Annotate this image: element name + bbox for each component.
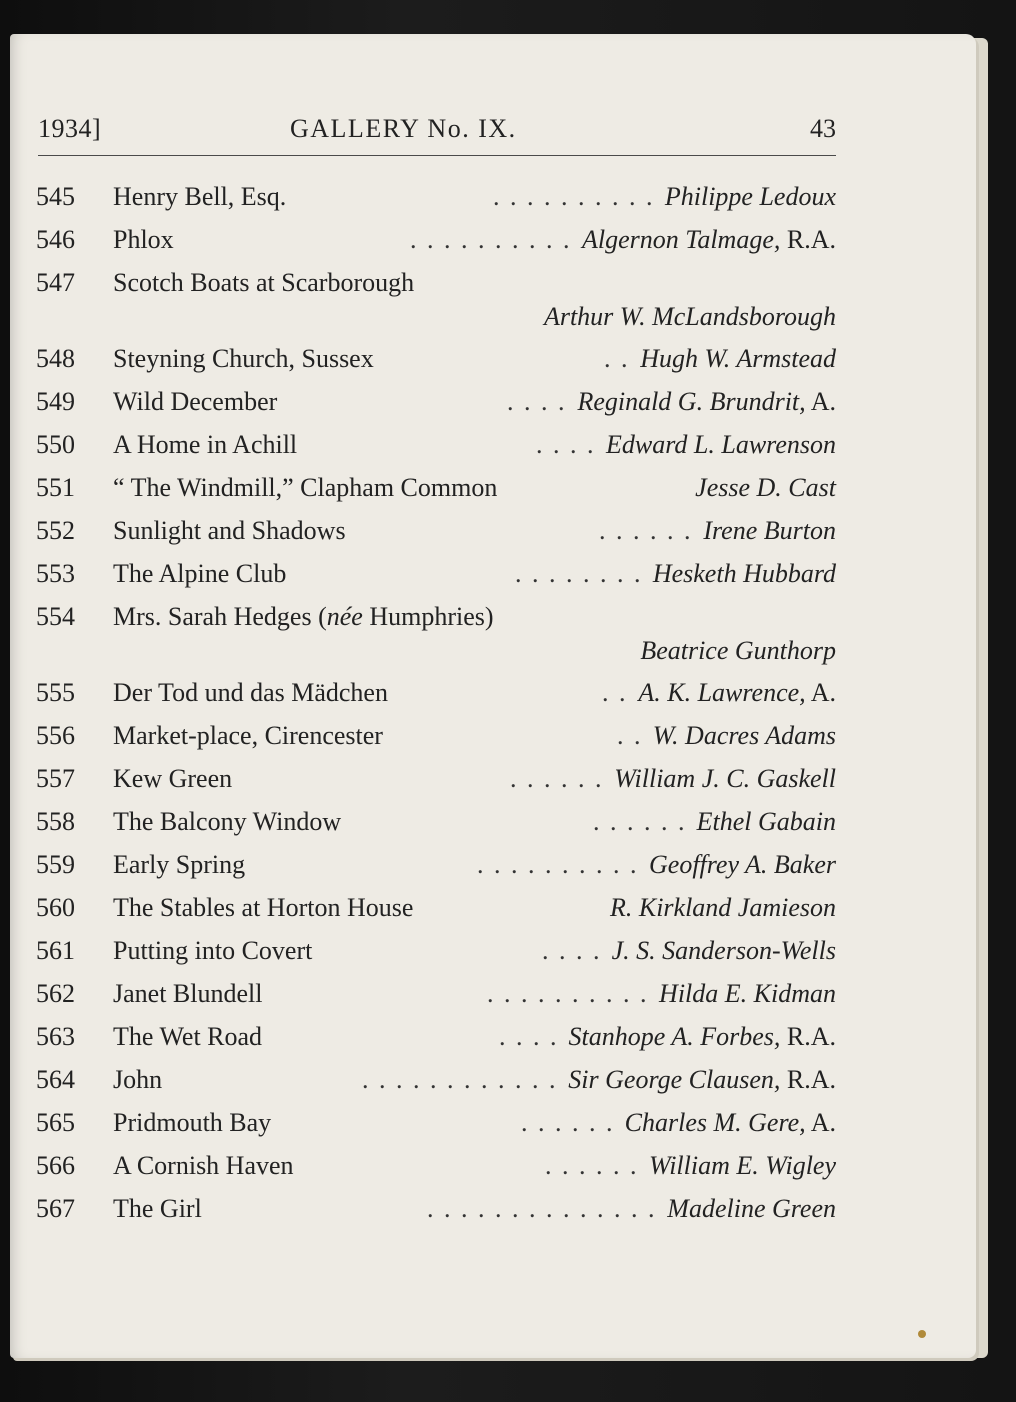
leader-dots: . . . . . . . . . . xyxy=(410,225,572,254)
entry-artist xyxy=(649,1151,836,1181)
entry-row xyxy=(36,1065,836,1108)
leader-dots: . . . . . . . . . . . . . . xyxy=(427,1194,657,1223)
leader-dots: . . . . . . . . . . xyxy=(487,979,649,1008)
entry-title: Pridmouth Bay xyxy=(113,1108,272,1137)
header-rule xyxy=(38,155,836,156)
artist-suffix: R.A. xyxy=(780,225,836,254)
entry-title: Janet Blundell xyxy=(113,979,263,1008)
entry-title: Der Tod und das Mädchen xyxy=(113,678,388,707)
artist-name: Charles M. Gere, xyxy=(624,1108,806,1137)
entry-title: Wild December xyxy=(113,387,278,416)
entry-artist xyxy=(667,1194,836,1224)
entry-artist xyxy=(640,636,836,666)
entry-number: 548 xyxy=(36,344,75,373)
entry-title: Henry Bell, Esq. xyxy=(113,182,287,211)
artist-name: Hugh W. Armstead xyxy=(640,344,836,373)
artist-suffix: A. xyxy=(805,387,836,416)
artist-name: Stanhope A. Forbes, xyxy=(568,1022,781,1051)
entry-number: 553 xyxy=(36,559,75,588)
page-number: 43 xyxy=(810,114,836,143)
leader-dots: . . . . . . xyxy=(599,516,693,545)
artist-name: Edward L. Lawrenson xyxy=(606,430,836,459)
artist-suffix: A. xyxy=(805,678,836,707)
entry-row xyxy=(36,936,836,979)
artist-name: Irene Burton xyxy=(703,516,836,545)
entry-number: 552 xyxy=(36,516,75,545)
entry-row xyxy=(36,807,836,850)
leader-dots: . . . . xyxy=(507,387,567,416)
artist-name: William J. C. Gaskell xyxy=(614,764,836,793)
entry-artist xyxy=(569,1022,836,1052)
entry-row xyxy=(36,979,836,1022)
entry-number: 565 xyxy=(36,1108,75,1137)
artist-name: J. S. Sanderson-Wells xyxy=(611,936,836,965)
entry-number: 546 xyxy=(36,225,75,254)
entry-number: 549 xyxy=(36,387,75,416)
entry-title: The Girl xyxy=(113,1194,202,1223)
leader-dots: . . . . . . . . . . . . xyxy=(362,1065,558,1094)
entry-artist xyxy=(625,1108,836,1138)
artist-name: Hesketh Hubbard xyxy=(652,559,836,588)
artist-name: Madeline Green xyxy=(667,1194,836,1223)
entry-title: The Stables at Horton House xyxy=(113,893,414,922)
entry-number: 550 xyxy=(36,430,75,459)
entry-row xyxy=(36,344,836,387)
entry-number: 556 xyxy=(36,721,75,750)
entry-number: 561 xyxy=(36,936,75,965)
artist-name: Geoffrey A. Baker xyxy=(649,850,836,879)
entry-row xyxy=(36,473,836,516)
entry-row xyxy=(36,678,836,721)
entry-number: 551 xyxy=(36,473,75,502)
entry-title: John xyxy=(113,1065,163,1094)
entry-row xyxy=(36,559,836,602)
entry-artist xyxy=(649,850,836,880)
artist-name: William E. Wigley xyxy=(648,1151,836,1180)
artist-name: Beatrice Gunthorp xyxy=(640,636,836,665)
entry-title: Phlox xyxy=(113,225,174,254)
entry-number: 545 xyxy=(36,182,75,211)
entry-number: 567 xyxy=(36,1194,75,1223)
artist-suffix: A. xyxy=(805,1108,836,1137)
entry-title xyxy=(113,602,494,632)
entry-artist xyxy=(665,182,836,212)
leader-dots: . . xyxy=(602,678,628,707)
entry-number: 554 xyxy=(36,602,75,631)
leader-dots: . . . . . . . . xyxy=(515,559,643,588)
entry-artist xyxy=(695,473,836,503)
leader-dots: . . . . . . . . . . xyxy=(477,850,639,879)
artist-name: A. K. Lawrence, xyxy=(638,678,806,707)
entry-row xyxy=(36,387,836,430)
entry-number: 562 xyxy=(36,979,75,1008)
leader-dots: . . xyxy=(617,721,643,750)
entry-number: 566 xyxy=(36,1151,75,1180)
entry-artist xyxy=(697,807,836,837)
entry-row xyxy=(36,721,836,764)
entry-number: 547 xyxy=(36,268,75,297)
entry-artist xyxy=(614,764,836,794)
entry-title: Putting into Covert xyxy=(113,936,313,965)
entry-list xyxy=(36,182,836,1237)
artist-name: W. Dacres Adams xyxy=(652,721,836,750)
entry-row xyxy=(36,516,836,559)
entry-row xyxy=(36,182,836,225)
leader-dots: . . . . . . xyxy=(593,807,687,836)
header-year: 1934] xyxy=(38,114,102,143)
entry-row xyxy=(36,602,836,678)
entry-title: Steyning Church, Sussex xyxy=(113,344,374,373)
artist-name: Arthur W. McLandsborough xyxy=(543,302,836,331)
leader-dots: . . . . . . . . . . xyxy=(493,182,655,211)
header-title: GALLERY No. IX. xyxy=(290,114,517,143)
entry-artist xyxy=(606,430,836,460)
entry-title: Market-place, Cirencester xyxy=(113,721,383,750)
entry-row xyxy=(36,850,836,893)
entry-row xyxy=(36,225,836,268)
entry-artist xyxy=(610,893,836,923)
entry-row xyxy=(36,1194,836,1237)
running-header xyxy=(38,108,836,152)
entry-title: A Cornish Haven xyxy=(113,1151,294,1180)
entry-row xyxy=(36,764,836,807)
entry-title: Scotch Boats at Scarborough xyxy=(113,268,415,297)
entry-title: The Balcony Window xyxy=(113,807,342,836)
entry-artist xyxy=(653,559,836,589)
artist-name: Jesse D. Cast xyxy=(695,473,836,502)
entry-number: 563 xyxy=(36,1022,75,1051)
entry-number: 564 xyxy=(36,1065,75,1094)
entry-artist xyxy=(544,302,836,332)
leader-dots: . . xyxy=(604,344,630,373)
artist-name: R. Kirkland Jamieson xyxy=(609,893,836,922)
entry-row xyxy=(36,268,836,344)
leader-dots: . . . . xyxy=(536,430,596,459)
entry-artist xyxy=(568,1065,836,1095)
entry-artist xyxy=(640,344,836,374)
leader-dots: . . . . . . xyxy=(521,1108,615,1137)
entry-title-part: Mrs. Sarah Hedges ( xyxy=(113,602,327,631)
leader-dots: . . . . . . xyxy=(510,764,604,793)
entry-number: 555 xyxy=(36,678,75,707)
entry-artist xyxy=(659,979,836,1009)
entry-number: 560 xyxy=(36,893,75,922)
entry-number: 559 xyxy=(36,850,75,879)
entry-title-part: Humphries) xyxy=(362,602,494,631)
artist-name: Philippe Ledoux xyxy=(664,182,836,211)
entry-title-italic: née xyxy=(326,602,363,631)
entry-row xyxy=(36,430,836,473)
entry-title: Kew Green xyxy=(113,764,233,793)
entry-row xyxy=(36,1151,836,1194)
marker-dot xyxy=(918,1330,926,1338)
entry-artist xyxy=(653,721,836,751)
leader-dots: . . . . . . xyxy=(545,1151,639,1180)
entry-title: A Home in Achill xyxy=(113,430,298,459)
entry-title: The Wet Road xyxy=(113,1022,263,1051)
artist-suffix: R.A. xyxy=(780,1065,836,1094)
entry-artist xyxy=(638,678,836,708)
artist-suffix: R.A. xyxy=(780,1022,836,1051)
artist-name: Ethel Gabain xyxy=(696,807,836,836)
leader-dots: . . . . xyxy=(499,1022,559,1051)
entry-title: Early Spring xyxy=(113,850,246,879)
artist-name: Hilda E. Kidman xyxy=(659,979,836,1008)
entry-row xyxy=(36,893,836,936)
leader-dots: . . . . xyxy=(542,936,602,965)
catalogue-page xyxy=(10,34,976,1358)
entry-artist xyxy=(612,936,836,966)
entry-title: “ The Windmill,” Clapham Common xyxy=(113,473,498,502)
entry-artist xyxy=(582,225,836,255)
entry-artist xyxy=(703,516,836,546)
artist-name: Sir George Clausen, xyxy=(568,1065,781,1094)
entry-number: 558 xyxy=(36,807,75,836)
entry-row xyxy=(36,1022,836,1065)
entry-artist xyxy=(577,387,836,417)
entry-row xyxy=(36,1108,836,1151)
entry-title: The Alpine Club xyxy=(113,559,287,588)
entry-title: Sunlight and Shadows xyxy=(113,516,346,545)
entry-number: 557 xyxy=(36,764,75,793)
artist-name: Algernon Talmage, xyxy=(581,225,781,254)
artist-name: Reginald G. Brundrit, xyxy=(577,387,806,416)
